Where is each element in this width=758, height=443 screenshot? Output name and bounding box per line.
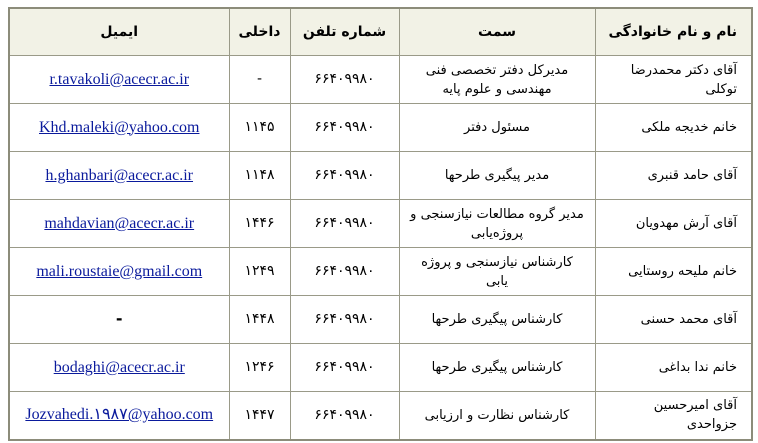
role-line: پروژه‌یابی bbox=[470, 225, 524, 241]
cell-ext: ۱۱۴۵ bbox=[229, 104, 290, 152]
cell-role bbox=[399, 392, 595, 440]
cell-email bbox=[9, 104, 229, 152]
email-link[interactable]: Khd.maleki@yahoo.com bbox=[39, 118, 200, 136]
email-link[interactable]: mahdavian@acecr.ac.ir bbox=[44, 214, 195, 232]
cell-name: خانم خدیجه ملکی bbox=[595, 104, 752, 152]
cell-email bbox=[9, 56, 229, 104]
cell-name: خانم ملیحه روستایی bbox=[595, 248, 752, 296]
header-ext: داخلی bbox=[229, 8, 290, 56]
cell-ext: ۱۲۴۶ bbox=[229, 344, 290, 392]
cell-name: آقای آرش مهدویان bbox=[595, 200, 752, 248]
cell-email bbox=[9, 200, 229, 248]
email-link[interactable]: r.tavakoli@acecr.ac.ir bbox=[49, 70, 190, 88]
role-line: مدیرکل دفتر تخصصی فنی bbox=[425, 62, 569, 78]
cell-role bbox=[399, 152, 595, 200]
role-line: مهندسی و علوم پایه bbox=[442, 81, 552, 97]
cell-ext: ۱۴۴۸ bbox=[229, 296, 290, 344]
cell-name: خانم ندا بداغی bbox=[595, 344, 752, 392]
table-row bbox=[9, 344, 752, 392]
email-link[interactable]: bodaghi@acecr.ac.ir bbox=[53, 358, 185, 376]
cell-name: آقای امیرحسین جزواحدی bbox=[595, 392, 752, 440]
cell-phone: ۶۶۴۰۹۹۸۰ bbox=[290, 104, 399, 152]
cell-email bbox=[9, 296, 229, 344]
cell-phone: ۶۶۴۰۹۹۸۰ bbox=[290, 248, 399, 296]
cell-name: آقای حامد قنبری bbox=[595, 152, 752, 200]
cell-email bbox=[9, 344, 229, 392]
email-link[interactable]: mali.roustaie@gmail.com bbox=[36, 262, 203, 280]
role-line: کارشناس پیگیری طرحها bbox=[431, 312, 563, 327]
role-line: کارشناس نیازسنجی و پروژه bbox=[421, 254, 573, 270]
table-row bbox=[9, 392, 752, 440]
cell-ext: ۱۱۴۸ bbox=[229, 152, 290, 200]
table-row bbox=[9, 248, 752, 296]
table-row bbox=[9, 152, 752, 200]
role-line: مسئول دفتر bbox=[464, 120, 530, 135]
cell-email bbox=[9, 248, 229, 296]
cell-phone: ۶۶۴۰۹۹۸۰ bbox=[290, 392, 399, 440]
cell-role bbox=[399, 296, 595, 344]
role-line: مدیر پیگیری طرحها bbox=[444, 168, 550, 183]
table-body bbox=[9, 56, 752, 440]
role-line: کارشناس پیگیری طرحها bbox=[431, 360, 563, 375]
cell-role bbox=[399, 56, 595, 104]
contacts-table bbox=[8, 7, 753, 441]
table-row bbox=[9, 200, 752, 248]
cell-ext: ۱۴۴۷ bbox=[229, 392, 290, 440]
cell-role bbox=[399, 344, 595, 392]
role-line: یابی bbox=[485, 273, 509, 289]
header-phone: شماره تلفن bbox=[290, 8, 399, 56]
cell-phone: ۶۶۴۰۹۹۸۰ bbox=[290, 56, 399, 104]
cell-role bbox=[399, 200, 595, 248]
cell-role bbox=[399, 104, 595, 152]
role-line: کارشناس نظارت و ارزیابی bbox=[424, 407, 570, 423]
cell-ext: - bbox=[229, 56, 290, 104]
cell-phone: ۶۶۴۰۹۹۸۰ bbox=[290, 200, 399, 248]
email-link[interactable]: h.ghanbari@acecr.ac.ir bbox=[45, 166, 194, 184]
cell-ext: ۱۲۴۹ bbox=[229, 248, 290, 296]
table-row bbox=[9, 296, 752, 344]
table-row bbox=[9, 104, 752, 152]
cell-phone: ۶۶۴۰۹۹۸۰ bbox=[290, 344, 399, 392]
cell-phone: ۶۶۴۰۹۹۸۰ bbox=[290, 152, 399, 200]
header-email: ایمیل bbox=[9, 8, 229, 56]
cell-ext: ۱۴۴۶ bbox=[229, 200, 290, 248]
cell-name: آقای دکتر محمدرضا توکلی bbox=[595, 56, 752, 104]
cell-name: آقای محمد حسنی bbox=[595, 296, 752, 344]
table-header bbox=[9, 8, 752, 56]
email-link[interactable]: Jozvahedi.۱۹۸۷@yahoo.com bbox=[25, 406, 214, 424]
cell-email bbox=[9, 392, 229, 440]
cell-email bbox=[9, 152, 229, 200]
header-row bbox=[9, 8, 752, 56]
table-row bbox=[9, 56, 752, 104]
header-name: نام و نام خانوادگی bbox=[595, 8, 752, 56]
cell-phone: ۶۶۴۰۹۹۸۰ bbox=[290, 296, 399, 344]
email-placeholder: - bbox=[115, 309, 123, 328]
header-role: سمت bbox=[399, 8, 595, 56]
cell-role bbox=[399, 248, 595, 296]
role-line: مدیر گروه مطالعات نیازسنجی و bbox=[410, 206, 584, 222]
